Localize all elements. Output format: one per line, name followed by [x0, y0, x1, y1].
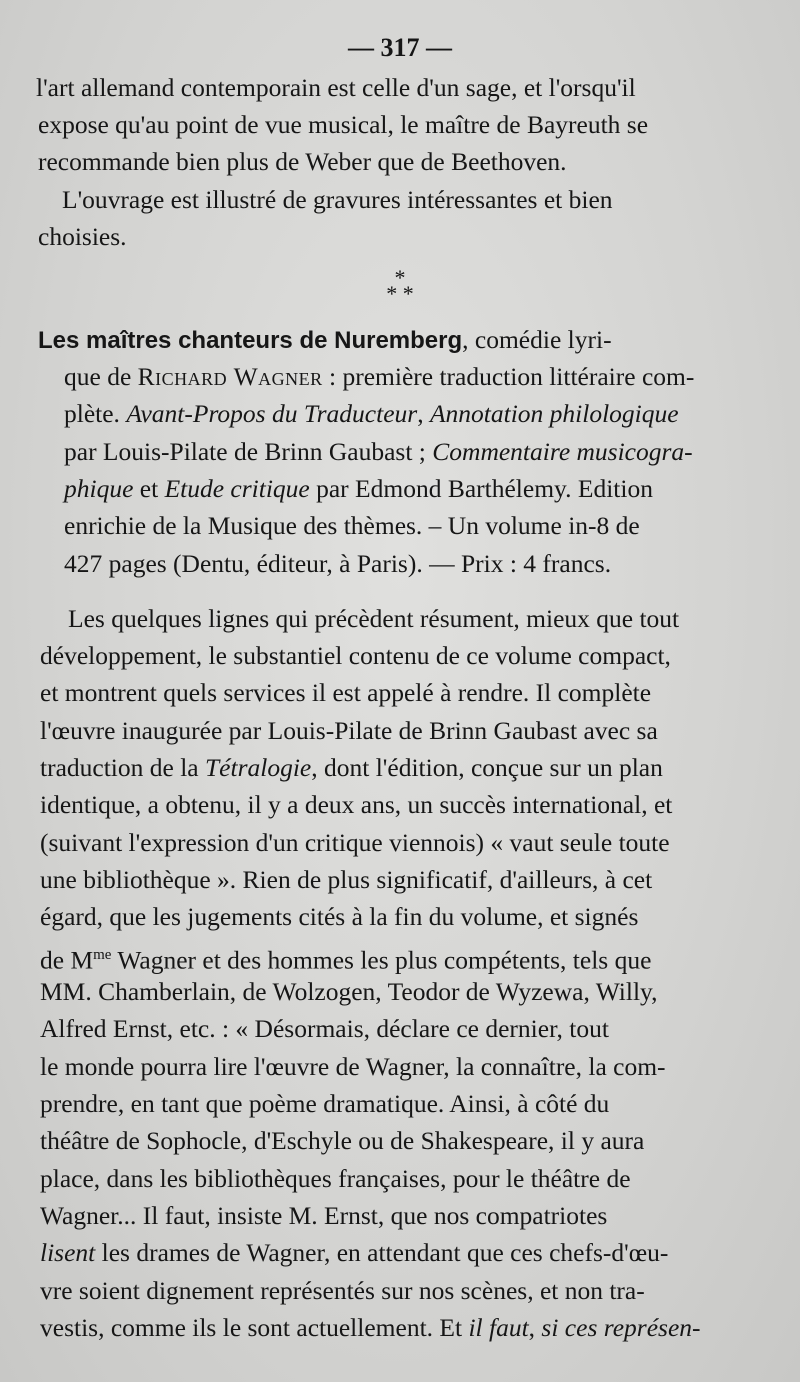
body-line-2: développement, le substantiel contenu de ce volume compact,: [40, 641, 671, 670]
text-line-2: expose qu'au point de vue musical, le maître de Bayreuth se: [38, 110, 649, 139]
body-line-20: [0, 1310, 800, 1346]
body-line-5: [0, 750, 800, 786]
body-line-18b: les drames de Wagner, en attendant que ces chefs-d'œu-: [95, 1238, 669, 1267]
body-line-3: et montrent quels services il est appelé à rendre. Il complète: [40, 678, 652, 707]
entry-line-3: [0, 396, 800, 432]
entry-line-5b: et: [133, 474, 165, 503]
entry-line-6: enrichie de la Musique des thèmes. – Un volume in-8 de: [64, 511, 640, 540]
body-line-8: une bibliothèque ». Rien de plus significatif, d'ailleurs, à cet: [40, 865, 653, 894]
body-line-14: prendre, en tant que poème dramatique. Ainsi, à côté du: [40, 1089, 610, 1118]
body-line-10: [0, 937, 800, 979]
entry-line-4: [0, 434, 800, 470]
body-line-18a: lisent: [40, 1238, 96, 1267]
entry-line-1-rest: , comédie lyri-: [462, 325, 612, 354]
book-title: Les maîtres chanteurs de Nuremberg: [38, 327, 463, 354]
text-line-1: l'art allemand contemporain est celle d'un sage, et l'orsqu'il: [36, 73, 636, 102]
body-line-19: vre soient dignement représentés sur nos scènes, et non tra-: [40, 1276, 645, 1305]
body-line-20d: si ces représen-: [541, 1313, 701, 1342]
entry-line-2a: que de: [64, 362, 138, 391]
entry-line-5: [0, 471, 800, 507]
entry-line-4b: Commentaire musicogra-: [432, 437, 693, 466]
page-number: — 317 —: [348, 33, 452, 62]
author-name: Richard Wagner: [137, 362, 323, 391]
entry-line-3c: ,: [417, 399, 430, 428]
body-line-10c: Wagner et des hommes les plus compétents, tels que: [111, 945, 652, 975]
entry-line-3d: Annotation philologique: [429, 399, 679, 428]
body-line-17: Wagner... Il faut, insiste M. Ernst, que nos compatriotes: [40, 1201, 608, 1230]
entry-line-5a: phique: [64, 474, 134, 503]
body-line-20b: il faut: [468, 1313, 529, 1342]
body-line-4: l'œuvre inaugurée par Louis-Pilate de Brinn Gaubast avec sa: [40, 716, 658, 745]
entry-line-5c: Etude critique: [164, 474, 310, 503]
body-line-10b: me: [93, 947, 112, 963]
body-line-16: place, dans les bibliothèques françaises, pour le théâtre de: [40, 1164, 631, 1193]
entry-line-3b: Avant-Propos du Traducteur: [126, 399, 418, 428]
body-line-9: égard, que les jugements cités à la fin du volume, et signés: [40, 902, 639, 931]
body-line-1: Les quelques lignes qui précèdent résument, mieux que tout: [68, 604, 680, 633]
entry-title-line: [0, 322, 800, 359]
body-line-12: Alfred Ernst, etc. : « Désormais, déclare ce dernier, tout: [40, 1014, 609, 1043]
section-separator-stars: * * *: [386, 265, 414, 306]
text-line-4: L'ouvrage est illustré de gravures intéressantes et bien: [62, 185, 613, 214]
body-line-20a: vestis, comme ils le sont actuellement. Et: [40, 1313, 469, 1342]
body-line-5b: Tétralogie: [204, 753, 312, 782]
entry-line-2: [0, 359, 800, 395]
entry-line-2c: : première traduction littéraire com-: [322, 362, 695, 391]
body-line-13: le monde pourra lire l'œuvre de Wagner, la connaître, la com-: [40, 1052, 666, 1081]
body-line-6: identique, a obtenu, il y a deux ans, un succès international, et: [40, 790, 673, 819]
body-line-7: (suivant l'expression d'un critique viennois) « vaut seule toute: [40, 828, 670, 857]
body-line-20c: ,: [528, 1313, 542, 1342]
body-line-5a: traduction de la: [40, 753, 205, 782]
text-line-5: choisies.: [38, 222, 127, 251]
body-line-15: théâtre de Sophocle, d'Eschyle ou de Shakespeare, il y aura: [40, 1126, 645, 1155]
text-line-3: recommande bien plus de Weber que de Beethoven.: [38, 147, 567, 176]
body-line-11: MM. Chamberlain, de Wolzogen, Teodor de Wyzewa, Willy,: [40, 977, 658, 1006]
entry-line-5d: par Edmond Barthélemy. Edition: [309, 474, 653, 503]
entry-line-7: 427 pages (Dentu, éditeur, à Paris). — Prix : 4 francs.: [64, 549, 612, 578]
entry-line-3a: plète.: [64, 399, 127, 428]
body-line-10a: de M: [40, 945, 94, 975]
body-line-5c: , dont l'édition, conçue sur un plan: [311, 753, 663, 782]
entry-line-4a: par Louis-Pilate de Brinn Gaubast ;: [64, 437, 433, 466]
body-line-18: [0, 1235, 800, 1271]
